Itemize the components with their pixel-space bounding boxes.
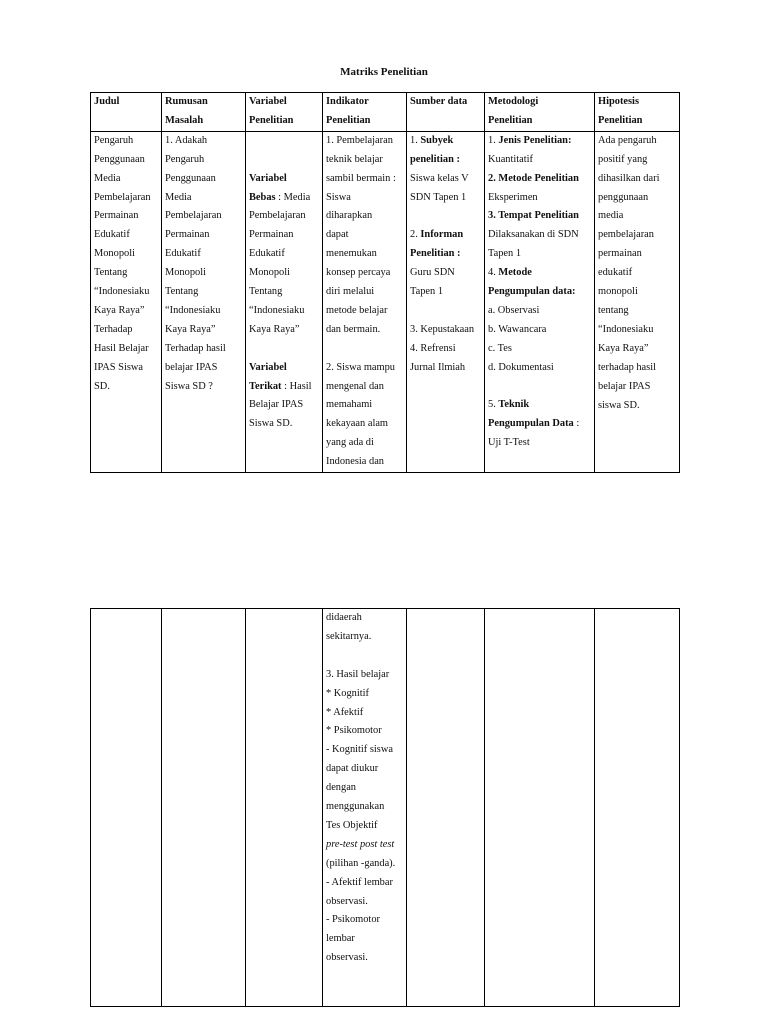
text-line: dapat diukur [326,763,379,775]
indikator-point-2-continued [326,609,403,647]
text-line: Hipotesis [598,96,639,107]
metode-2-label: 2. Metode Penelitian [488,172,579,184]
text-line: Sumber data [410,96,468,107]
metode-2-value: Eksperimen [488,191,538,203]
text-line: Pembelajaran [165,210,222,222]
sumber-2-number: 2. [410,229,421,241]
text-line: - Kognitif siswa [326,744,393,756]
text-line: lembar [326,933,355,945]
text-line: Ada pengaruh [598,134,657,146]
text-line: IPAS Siswa [94,361,143,373]
text-line: “Indonesiaku [94,286,150,298]
metode-3-lines [488,226,591,264]
metode-4-label2: Pengumpulan data: [488,286,576,298]
text-line: Rumusan [165,96,208,107]
text-line: Media [94,172,121,184]
text-line: edukatif [598,267,633,279]
text-line: Monopoli [94,248,135,260]
text-line: Tentang [249,286,283,298]
sumber-2-lines [410,264,481,302]
text-line: diri melalui [326,286,375,298]
text-line: observasi. [326,952,368,964]
text-line: dan bermain. [326,323,381,335]
text-line: Kaya Raya” [94,304,145,316]
variabel-terikat-rest: : Hasil [281,380,312,392]
text-line: Monopoli [165,267,206,279]
variabel-bebas-label2: Bebas [249,191,276,203]
text-line: Penelitian [488,114,533,126]
cell-judul-continued [91,609,162,1007]
text-line: Judul [94,96,120,107]
cell-rumusan-continued [162,609,246,1007]
text-line: diharapkan [326,210,373,222]
text-line: Pengaruh [165,153,205,165]
header-sumber-data [407,93,485,132]
text-line: Penelitian [326,114,371,126]
text-line: Edukatif [249,248,285,260]
text-line: Tentang [165,286,199,298]
text-line: Permainan [94,210,139,222]
document-title: Matriks Penelitian [340,66,428,78]
text-line: Hasil Belajar [94,342,149,354]
text-line: Edukatif [165,248,201,260]
cell-hipotesis-continued [595,609,680,1007]
text-line: memahami [326,399,373,411]
text-line: Penggunaan [94,153,145,165]
variabel-bebas-label: Variabel [249,172,287,184]
text-line: Media [165,191,192,203]
metode-1-number: 1. [488,134,499,146]
sumber-1-label: Subyek [420,134,454,146]
text-line: sambil bermain : [326,172,396,184]
metode-5-label: Teknik [498,399,530,411]
text-line: c. Tes [488,342,512,354]
cell-indikator-penelitian [323,131,407,472]
text-line: Tentang [94,267,128,279]
text-line: dengan [326,782,357,794]
text-line: * Afektif [326,706,364,718]
text-line: Edukatif [94,229,130,241]
variabel-terikat-label: Variabel [249,361,287,373]
text-line: * Kognitif [326,687,370,699]
text-line: Indikator [326,96,369,107]
indikator-point-3 [326,666,403,836]
text-line: 1. Pembelajaran [326,134,393,146]
cell-indikator-continued [323,609,407,1007]
text-line: 4. Refrensi [410,342,456,354]
text-line: teknik belajar [326,153,383,165]
header-rumusan-masalah [162,93,246,132]
text-line: Terhadap hasil [165,342,226,354]
text-line: terhadap hasil [598,361,656,373]
text-line: Metodologi [488,96,539,107]
text-line: dapat [326,229,349,241]
text-line: belajar IPAS [598,380,651,392]
text-line: - Psikomotor [326,914,380,926]
text-line: Tes Objektif [326,819,378,831]
metode-3-label: 3. Tempat Penelitian [488,210,579,222]
sumber-1-number: 1. [410,134,421,146]
cell-sumber-continued [407,609,485,1007]
text-line: yang ada di [326,437,374,449]
header-hipotesis-penelitian [595,93,680,132]
text-line: Guru SDN [410,267,455,279]
header-variabel-penelitian [246,93,323,132]
cell-metodologi-continued [485,609,595,1007]
sumber-1-lines [410,170,481,208]
text-line: sekitarnya. [326,630,372,642]
header-indikator-penelitian [323,93,407,132]
metode-4-number: 4. [488,267,499,279]
text-line: didaerah [326,612,362,623]
sumber-2-label: Informan [420,229,464,241]
text-line: Tapen 1 [488,248,522,260]
text-line: kekayaan alam [326,418,389,430]
metode-5-colon: : [573,418,580,430]
text-line: mengenal dan [326,380,384,392]
indikator-point-2 [326,359,403,472]
variabel-terikat-lines [249,396,319,434]
text-line: Siswa SD ? [165,380,213,392]
text-line: Penelitian [598,114,643,126]
text-line: 2. Siswa mampu [326,361,395,373]
text-line: Siswa [326,191,351,203]
text-line: Pengaruh [94,134,134,146]
text-line: “Indonesiaku [165,304,221,316]
cell-metodologi-penelitian [485,131,595,472]
text-line: “Indonesiaku [249,304,305,316]
metode-4-items [488,302,591,378]
text-line: menemukan [326,248,377,260]
metode-5-label2: Pengumpulan Data [488,418,574,430]
text-line: “Indonesiaku [598,323,654,335]
cell-rumusan-masalah [162,131,246,472]
text-line: Permainan [249,229,294,241]
text-line: * Psikomotor [326,725,382,737]
sumber-2-label2: Penelitian : [410,248,461,260]
text-line: dihasilkan dari [598,172,660,184]
text-line: penggunaan [598,191,649,203]
text-line: tentang [598,304,629,316]
text-line: Tapen 1 [410,286,444,298]
text-line: 3. Kepustakaan [410,323,475,335]
text-line: belajar IPAS [165,361,218,373]
text-line: Siswa SD. [249,418,293,430]
text-line: permainan [598,248,642,260]
text-line: d. Dokumentasi [488,361,554,373]
text-line: Jurnal Ilmiah [410,361,466,373]
text-line: pembelajaran [598,229,654,241]
header-row [91,93,680,132]
text-line: SDN Tapen 1 [410,191,467,203]
variabel-terikat-label2: Terikat [249,380,282,392]
text-line: SD. [94,380,110,392]
text-line: metode belajar [326,304,388,316]
metode-5-value: Uji T-Test [488,437,530,449]
variabel-bebas-lines [249,207,319,339]
text-line: Variabel [249,96,287,107]
sumber-3-lines [410,321,481,378]
indikator-point-3-tail [326,855,403,968]
cell-variabel-continued [246,609,323,1007]
text-line: 1. Adakah [165,134,208,146]
text-line: media [598,210,624,222]
text-line: Kaya Raya” [249,323,300,335]
text-line: Dilaksanakan di SDN [488,229,579,241]
text-line: Pembelajaran [249,210,306,222]
text-line: Permainan [165,229,210,241]
text-line: a. Observasi [488,304,540,316]
text-line: observasi. [326,895,368,907]
indikator-point-1 [326,132,403,340]
metode-5-number: 5. [488,399,499,411]
text-line: menggunakan [326,801,385,813]
metode-1-label: Jenis Penelitian: [498,134,572,146]
text-line: Penggunaan [165,172,216,184]
header-metodologi-penelitian [485,93,595,132]
text-line: konsep percaya [326,267,391,279]
cell-variabel-penelitian [246,131,323,472]
text-line: 3. Hasil belajar [326,668,390,680]
research-matrix-table [90,92,680,473]
text-line: - Afektif lembar [326,876,393,888]
metode-1-value: Kuantitatif [488,153,534,165]
variabel-bebas-rest: : Media [275,191,311,203]
metode-4-label: Metode [498,267,532,279]
table-row [91,609,680,1007]
sumber-1-label2: penelitian : [410,153,460,165]
text-line: Monopoli [249,267,290,279]
text-line: (pilihan -ganda). [326,857,396,869]
text-line: Kaya Raya” [598,342,649,354]
cell-judul [91,131,162,472]
text-line: b. Wawancara [488,323,547,335]
header-judul [91,93,162,132]
text-line: Belajar IPAS [249,399,304,411]
text-line: siswa SD. [598,399,640,411]
text-line: Terhadap [94,323,133,335]
text-line: Kaya Raya” [165,323,216,335]
text-line: Siswa kelas V [410,172,469,184]
table-row [91,131,680,472]
text-line: monopoli [598,286,638,298]
indikator-pretest-posttest: pre-test post test [326,838,395,850]
cell-hipotesis-penelitian [595,131,680,472]
text-line: Penelitian [249,114,294,126]
research-matrix-table-continued [90,608,680,1007]
text-line: Indonesia dan [326,456,384,468]
text-line: positif yang [598,153,648,165]
text-line: Masalah [165,114,204,126]
cell-sumber-data [407,131,485,472]
text-line: Pembelajaran [94,191,151,203]
